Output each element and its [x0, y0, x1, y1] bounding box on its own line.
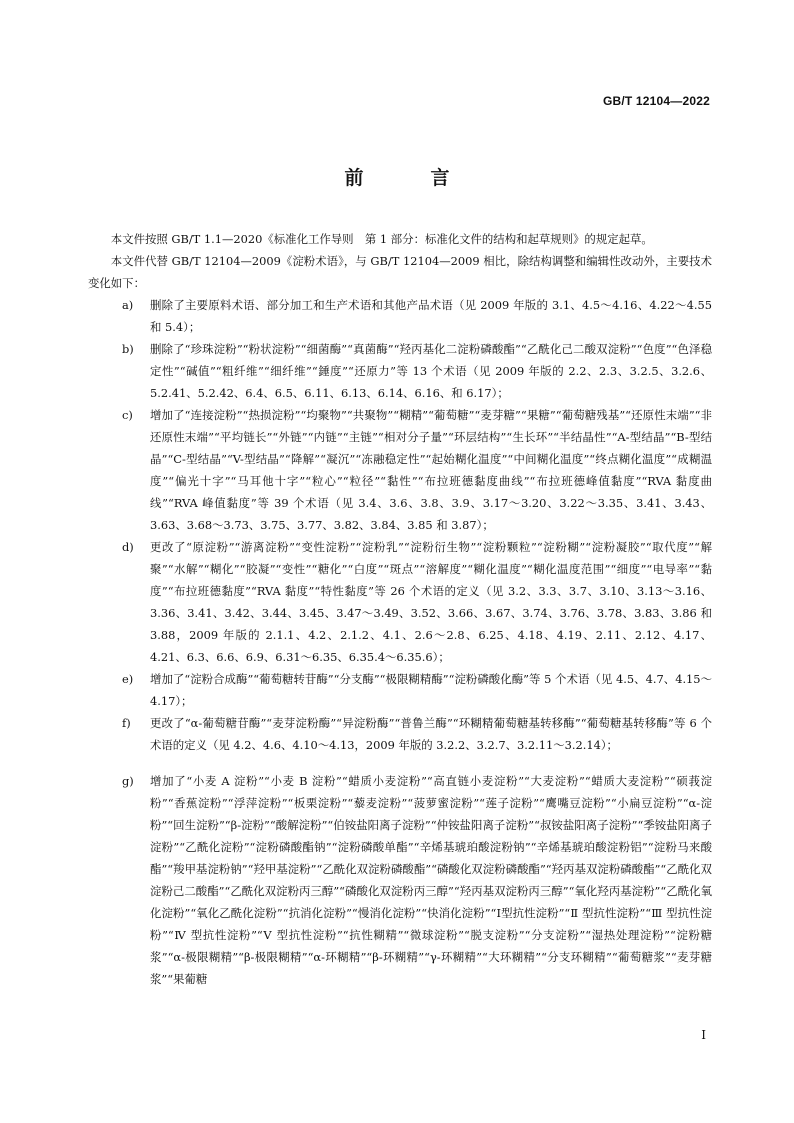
document-body — [88, 228, 712, 990]
list-item-marker: e) — [122, 672, 134, 686]
list-item — [88, 294, 712, 338]
list-item-text: 删除了“珍珠淀粉”“粉状淀粉”“细菌酶”“真菌酶”“羟丙基化二淀粉磷酸酯”“乙酰化己二酸双淀粉”“色度”“色泽稳定性”“碱值”“粗纤维”“细纤维”“錘度”“还原力”等 13 个术语（见 2009 年版的 2.2、2.3、3.2.5、3.2.6、5.2.41、5.2.42、6.4、6.5、6.11、6.13、6.14、6.16、和 6.17）； — [150, 342, 712, 400]
list-item — [88, 338, 712, 404]
list-item-text: 更改了“原淀粉”“游离淀粉”“变性淀粉”“淀粉乳”“淀粉衍生物”“淀粉颗粒”“淀粉糊”“淀粉凝胶”“取代度”“解聚”“水解”“糊化”“胶凝”“变性”“糖化”“白度”“斑点”“溶解度”“糊化温度”“糊化温度范围”“细度”“电导率”“黏度”“布拉班德黏度”“RVA 黏度”“特性黏度”等 26 个术语的定义（见 3.2、3.3、3.7、3.10、3.13～3.16、3.36、3.41、3.42、3.44、3.45、3.47～3.49、3.52、3.66、3.67、3.74、3.76、3.78、3.83、3.86 和 3.88，2009 年版的 2.1.1、4.2、2.1.2、4.1、2.6～2.8、6.25、4.18、4.19、2.11、2.12、4.17、4.21、6.3、6.6、6.9、6.31～6.35、6.35.4～6.35.6）； — [150, 540, 712, 664]
list-item-marker: d) — [122, 540, 134, 554]
list-item-marker: c) — [122, 408, 133, 422]
change-list — [88, 294, 712, 990]
intro-paragraph: 本文件按照 GB/T 1.1—2020《标准化工作导则 第 1 部分：标准化文件的结构和起草规则》的规定起草。 — [110, 232, 653, 246]
list-item-marker: a) — [122, 298, 134, 312]
list-item — [88, 536, 712, 668]
spacer — [88, 756, 712, 770]
summary-paragraph: 本文件代替 GB/T 12104—2009《淀粉术语》，与 GB/T 12104—2009 相比，除结构调整和编辑性改动外，主要技术变化如下： — [88, 254, 712, 290]
list-item-marker: g) — [122, 774, 134, 788]
list-item-text: 增加了“小麦 A 淀粉”“小麦 B 淀粉”“蜡质小麦淀粉”“高直链小麦淀粉”“大麦淀粉”“蜡质大麦淀粉”“硕莪淀粉”“香蕉淀粉”“浮萍淀粉”“板栗淀粉”“藜麦淀粉”“菠萝蜜淀粉”“莲子淀粉”“鹰嘴豆淀粉”“小扁豆淀粉”“α-淀粉”“回生淀粉”“β-淀粉”“酸解淀粉”“伯铵盐阳离子淀粉”“仲铵盐阳离子淀粉”“叔铵盐阳离子淀粉”“季铵盐阳离子淀粉”“乙酰化淀粉”“淀粉磷酸酯钠”“淀粉磷酸单酯”“辛烯基琥珀酸淀粉钠”“辛烯基琥珀酸淀粉铝”“淀粉马来酸酯”“羧甲基淀粉钠”“羟甲基淀粉”“乙酰化双淀粉磷酸酯”“磷酸化双淀粉磷酸酯”“羟丙基双淀粉磷酸酯”“乙酰化双淀粉己二酸酯”“乙酰化双淀粉丙三醇”“磷酸化双淀粉丙三醇”“羟丙基双淀粉丙三醇”“氧化羟丙基淀粉”“乙酰化氧化淀粉”“氧化乙酰化淀粉”“抗消化淀粉”“慢消化淀粉”“快消化淀粉”“Ⅰ型抗性淀粉”“Ⅱ 型抗性淀粉”“Ⅲ 型抗性淀粉”“Ⅳ 型抗性淀粉”“Ⅴ 型抗性淀粉”“抗性糊精”“微球淀粉”“脱支淀粉”“分支淀粉”“湿热处理淀粉”“淀粉糖浆”“α-极限糊精”“β-极限糊精”“α-环糊精”“β-环糊精”“γ-环糊精”“大环糊精”“分支环糊精”“葡萄糖浆”“麦芽糖浆”“果葡糖 — [150, 774, 712, 986]
list-item-text: 增加了“淀粉合成酶”“葡萄糖转苷酶”“分支酶”“极限糊精酶”“淀粉磷酸化酶”等 5 个术语（见 4.5、4.7、4.15～4.17）； — [150, 672, 712, 708]
list-item — [88, 668, 712, 712]
list-item-marker: f) — [122, 716, 131, 730]
list-item-text: 增加了“连接淀粉”“热损淀粉”“均聚物”“共聚物”“糊精”“葡萄糖”“麦芽糖”“果糖”“葡萄糖残基”“还原性末端”“非还原性末端”“平均链长”“外链”“内链”“主链”“相对分子量”“环层结构”“生长环”“半结晶性”“A-型结晶”“B-型结晶”“C-型结晶”“V-型结晶”“降解”“凝沉”“冻融稳定性”“起始糊化温度”“中间糊化温度”“终点糊化温度”“成糊温度”“偏光十字”“马耳他十字”“粒心”“粒径”“黏性”“布拉班德黏度曲线”“布拉班德峰值黏度”“RVA 黏度曲线”“RVA 峰值黏度”等 39 个术语（见 3.4、3.6、3.8、3.9、3.17～3.20、3.22～3.35、3.41、3.43、3.63、3.68～3.73、3.75、3.77、3.82、3.84、3.85 和 3.87）； — [150, 408, 712, 532]
list-item — [88, 770, 712, 990]
page-title: 前 言 — [344, 167, 474, 189]
list-item-text: 更改了“α-葡萄糖苷酶”“麦芽淀粉酶”“异淀粉酶”“普鲁兰酶”“环糊精葡萄糖基转移酶”“葡萄糖基转移酶”等 6 个术语的定义（见 4.2、4.6、4.10～4.13，2009 年版的 3.2.2、3.2.7、3.2.11～3.2.14）； — [150, 716, 712, 752]
page-number: Ⅰ — [701, 1028, 706, 1042]
standard-code: GB/T 12104—2022 — [602, 94, 710, 108]
list-item — [88, 404, 712, 536]
list-item-marker: b) — [122, 342, 134, 356]
list-item — [88, 712, 712, 756]
list-item-text: 删除了主要原料术语、部分加工和生产术语和其他产品术语（见 2009 年版的 3.1、4.5～4.16、4.22～4.55 和 5.4）； — [150, 298, 712, 334]
